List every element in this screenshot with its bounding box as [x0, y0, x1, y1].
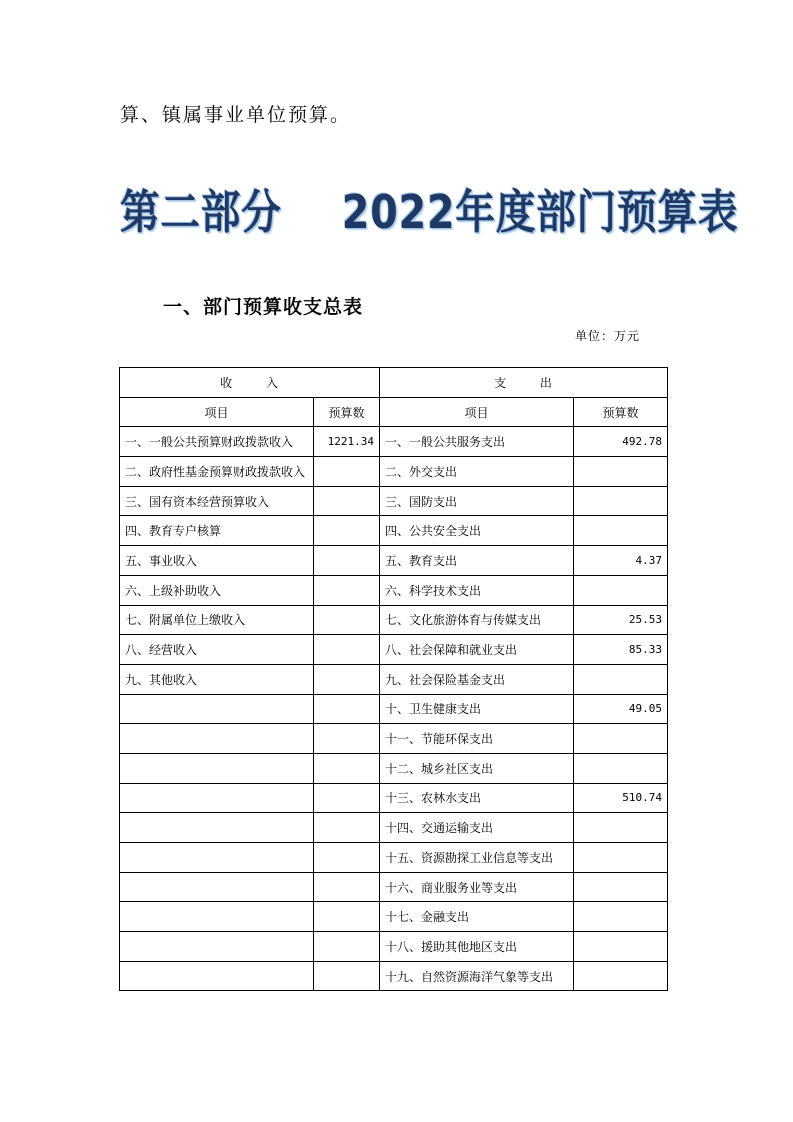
- table-row: [120, 932, 668, 962]
- income-amount-cell: [314, 783, 380, 813]
- expense-item-column-header: 项目: [380, 397, 574, 427]
- income-item-cell: [120, 932, 314, 962]
- income-amount-cell: [314, 457, 380, 487]
- income-amount-cell: [314, 575, 380, 605]
- expense-item-cell: 七、文化旅游体育与传媒支出: [380, 605, 574, 635]
- table-row: [120, 724, 668, 754]
- table-header-main: [120, 368, 668, 398]
- expense-amount-cell: [574, 575, 668, 605]
- expense-item-cell: 一、一般公共服务支出: [380, 427, 574, 457]
- expense-item-cell: 十一、节能环保支出: [380, 724, 574, 754]
- table-header-columns: [120, 397, 668, 427]
- income-item-cell: [120, 843, 314, 873]
- income-amount-cell: [314, 843, 380, 873]
- expense-item-cell: 五、教育支出: [380, 546, 574, 576]
- table-row: [120, 813, 668, 843]
- income-amount-cell: [314, 486, 380, 516]
- expense-item-cell: 六、科学技术支出: [380, 575, 574, 605]
- expense-amount-column-header: 预算数: [574, 397, 668, 427]
- expense-item-cell: 十六、商业服务业等支出: [380, 872, 574, 902]
- income-item-cell: 八、经营收入: [120, 635, 314, 665]
- income-amount-cell: [314, 872, 380, 902]
- income-amount-cell: [314, 753, 380, 783]
- part-title: [120, 176, 739, 242]
- expense-amount-cell: [574, 724, 668, 754]
- expense-amount-cell: 492.78: [574, 427, 668, 457]
- income-item-cell: 七、附属单位上缴收入: [120, 605, 314, 635]
- expense-amount-cell: [574, 664, 668, 694]
- income-header: 收 入: [120, 368, 380, 398]
- expense-item-cell: 二、外交支出: [380, 457, 574, 487]
- income-amount-cell: 1221.34: [314, 427, 380, 457]
- expense-amount-cell: [574, 902, 668, 932]
- income-amount-cell: [314, 635, 380, 665]
- expense-amount-cell: 4.37: [574, 546, 668, 576]
- income-item-cell: [120, 961, 314, 991]
- income-item-cell: 四、教育专户核算: [120, 516, 314, 546]
- expense-item-cell: 十三、农林水支出: [380, 783, 574, 813]
- income-item-column-header: 项目: [120, 397, 314, 427]
- income-amount-cell: [314, 961, 380, 991]
- expense-item-cell: 八、社会保障和就业支出: [380, 635, 574, 665]
- table-row: [120, 843, 668, 873]
- table-row: [120, 605, 668, 635]
- part-heading: 2022年度部门预算表: [341, 185, 739, 239]
- expense-amount-cell: [574, 932, 668, 962]
- income-amount-cell: [314, 813, 380, 843]
- expense-amount-cell: [574, 486, 668, 516]
- unit-label: 单位：万元: [575, 329, 641, 343]
- table-row: [120, 575, 668, 605]
- expense-item-cell: 四、公共安全支出: [380, 516, 574, 546]
- expense-item-cell: 十、卫生健康支出: [380, 694, 574, 724]
- income-item-cell: 五、事业收入: [120, 546, 314, 576]
- expense-amount-cell: 25.53: [574, 605, 668, 635]
- budget-summary-table: [119, 367, 668, 991]
- expense-amount-cell: [574, 516, 668, 546]
- table-row: [120, 457, 668, 487]
- table-row: [120, 546, 668, 576]
- expense-item-cell: 十八、援助其他地区支出: [380, 932, 574, 962]
- table-row: [120, 961, 668, 991]
- expense-item-cell: 三、国防支出: [380, 486, 574, 516]
- table-row: [120, 427, 668, 457]
- table-row: [120, 753, 668, 783]
- income-item-cell: [120, 902, 314, 932]
- income-item-cell: 一、一般公共预算财政拨款收入: [120, 427, 314, 457]
- income-amount-cell: [314, 724, 380, 754]
- expense-amount-cell: 85.33: [574, 635, 668, 665]
- expense-amount-cell: 49.05: [574, 694, 668, 724]
- income-item-cell: [120, 753, 314, 783]
- part-label: 第二部分: [120, 185, 282, 239]
- expense-amount-cell: [574, 961, 668, 991]
- income-amount-cell: [314, 516, 380, 546]
- income-item-cell: [120, 872, 314, 902]
- table-row: [120, 872, 668, 902]
- expense-item-cell: 九、社会保险基金支出: [380, 664, 574, 694]
- intro-text: 算、镇属事业单位预算。: [120, 104, 352, 126]
- expense-item-cell: 十五、资源勘探工业信息等支出: [380, 843, 574, 873]
- table-row: [120, 694, 668, 724]
- table-row: [120, 486, 668, 516]
- expense-amount-cell: [574, 457, 668, 487]
- expense-amount-cell: [574, 843, 668, 873]
- income-item-cell: [120, 724, 314, 754]
- income-amount-cell: [314, 664, 380, 694]
- income-item-cell: 九、其他收入: [120, 664, 314, 694]
- income-item-cell: 三、国有资本经营预算收入: [120, 486, 314, 516]
- section-title: 一、部门预算收支总表: [163, 296, 364, 318]
- expense-amount-cell: 510.74: [574, 783, 668, 813]
- income-item-cell: [120, 783, 314, 813]
- table-row: [120, 516, 668, 546]
- expense-item-cell: 十七、金融支出: [380, 902, 574, 932]
- income-amount-cell: [314, 932, 380, 962]
- income-amount-column-header: 预算数: [314, 397, 380, 427]
- income-item-cell: [120, 694, 314, 724]
- income-item-cell: [120, 813, 314, 843]
- table-row: [120, 635, 668, 665]
- expense-item-cell: 十九、自然资源海洋气象等支出: [380, 961, 574, 991]
- income-amount-cell: [314, 694, 380, 724]
- income-item-cell: 二、政府性基金预算财政拨款收入: [120, 457, 314, 487]
- table-row: [120, 783, 668, 813]
- expense-amount-cell: [574, 872, 668, 902]
- expense-amount-cell: [574, 753, 668, 783]
- income-item-cell: 六、上级补助收入: [120, 575, 314, 605]
- income-amount-cell: [314, 605, 380, 635]
- expense-item-cell: 十四、交通运输支出: [380, 813, 574, 843]
- table-row: [120, 902, 668, 932]
- expense-item-cell: 十二、城乡社区支出: [380, 753, 574, 783]
- table-row: [120, 664, 668, 694]
- expense-amount-cell: [574, 813, 668, 843]
- income-amount-cell: [314, 902, 380, 932]
- income-amount-cell: [314, 546, 380, 576]
- expense-header: 支 出: [380, 368, 668, 398]
